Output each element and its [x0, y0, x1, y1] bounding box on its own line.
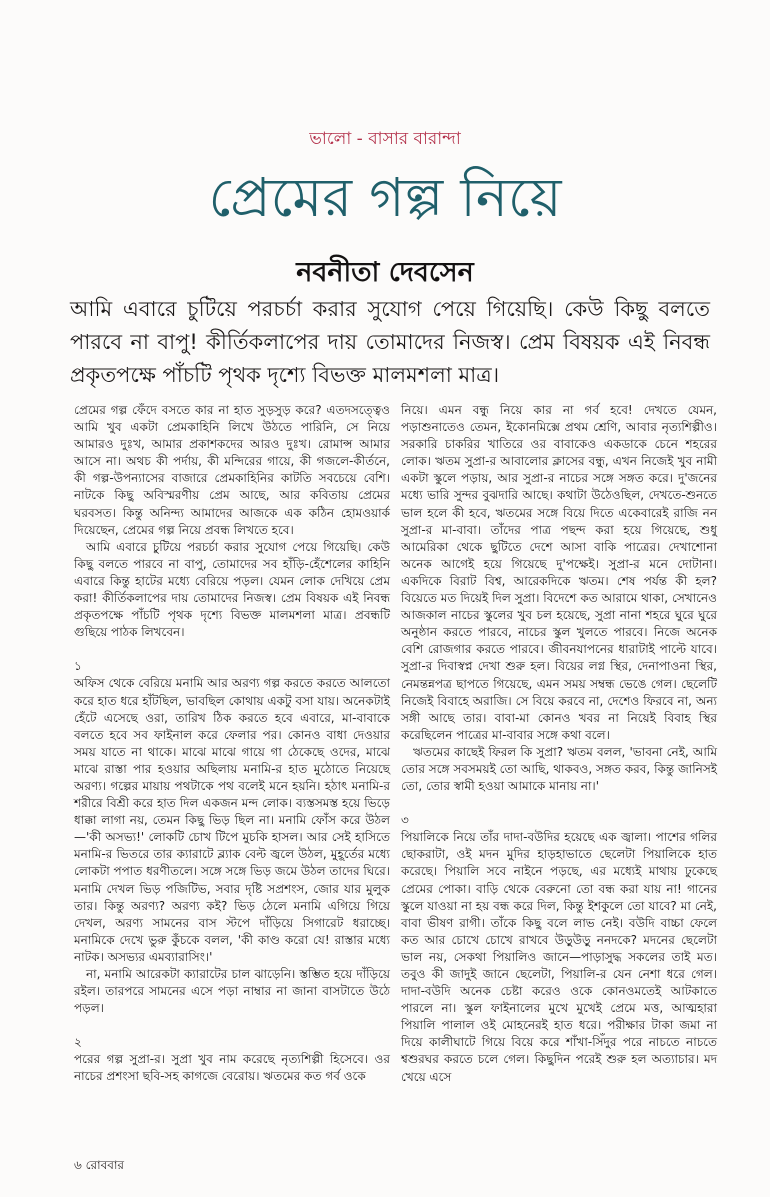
left-column	[74, 402, 390, 1086]
section-1-number: ১	[74, 659, 82, 674]
section-3-paragraph-1: পিয়ালিকে নিয়ে তাঁর দাদা-বউদির হয়েছে এক জ্বালা। পাশের গলির ছোকরাটা, ওই মদন মুদির হাড়হাভাতে ছেলেটা পিয়ালিকে হাত করেছে। পিয়ালি সবে নাইনে পড়ছে, এর মধ্যেই মাথায় ঢুকেছে প্রেমের পোকা। বাড়ি থেকে বেরুনো তো বন্ধ করা যায় না! গানের স্কুলে যাওয়া না হয় বন্ধ করে দিল, কিন্তু ইশকুলে তো যাবে? মা নেই, বাবা ভীষণ রাগী। তাঁকে কিছু বলে লাভ নেই। বউদি বাচ্চা ফেলে কত আর চোখে চোখে রাখবে উড়ুউড়ু ননদকে? মদনের ছেলেটা ভাল নয়, সেকথা পিয়ালিও জানে—পাড়াসুদ্ধ সকলের তাই মত। তবুও কী জাদুই জানে ছেলেটা, পিয়ালি-র যেন নেশা ধরে গেল। দাদা-বউদি অনেক চেষ্টা করেও ওকে কোনওমতেই আটকাতে পারলে না। স্কুল ফাইনালের মুখে মুখেই প্রেমে মত্ত, আত্মহারা পিয়ালি পালাল ওই মোহনেরই হাত ধরে। পরীক্ষার টাকা জমা না দিয়ে কালীঘাটে গিয়ে বিয়ে করে শাঁখা-সিঁদুর পরে নাচতে নাচতে শ্বশুরঘর করতে চলে গেল। কিছুদিন পরেই শুরু হল অত্যাচার। মদ খেয়ে এসে	[401, 830, 717, 1084]
section-2-paragraph-2: ঋতমের কাছেই ফিরল কি সুপ্রা? ঋতম বলল, 'ভাবনা নেই, আমি তোর সঙ্গে সবসময়ই তো আছি, থাকবও, সঙ্গত করব, কিন্তু জানিসই তো, তোর স্বামী হওয়া আমাকে মানায় না।'	[401, 744, 717, 794]
magazine-name: রোববার	[85, 1158, 125, 1172]
section-kicker: ভালো - বাসার বারান্দা	[309, 129, 461, 149]
intro-paragraph-2: আমি এবারে চুটিয়ে পরচর্চা করার সুযোগ পেয়ে গিয়েছি। কেউ কিছু বলতে পারবে না বাপু, তোমাদের সব হাঁড়ি-হেঁশেলের কাহিনি এবারে কিন্তু হাটের মধ্যে বেরিয়ে পড়ল। যেমন লোক দেখিয়ে প্রেম করা! কীর্তিকলাপের দায় তোমাদের নিজস্ব। প্রেম বিষয়ক এই নিবন্ধ প্রকৃতপক্ষে পাঁচটি পৃথক দৃশ্যে বিভক্ত মালমশলা মাত্র। প্রবন্ধটি গুছিয়ে পাঠক লিখবেন।	[74, 539, 390, 640]
section-3-number: ৩	[401, 813, 409, 828]
page-footer	[74, 1157, 124, 1177]
section-2-number: ২	[74, 1035, 82, 1050]
section-2-paragraph-1: পরের গল্প সুপ্রা-র। সুপ্রা খুব নাম করেছে নৃত্যশিল্পী হিসেবে। ওর নাচের প্রশংসা ছবি-সহ কাগজে বেরোয়। ঋতমের কত গর্ব ওকে	[74, 1052, 390, 1084]
section-2-paragraph-continued: নিয়ে। এমন বন্ধু নিয়ে কার না গর্ব হবে! দেখতে যেমন, পড়াশুনাতেও তেমন, ইকোনমিক্সে প্রথম শ্রেণি, আবার নৃত্যশিল্পীও। সরকারি চাকরির খাতিরে ওর বাবাকেও একডাকে চেনে শহরের লোক। ঋতম সুপ্রা-র আবালোর ক্লাসের বন্ধু, এখন নিজেই খুব নামী একটা স্কুলে পড়ায়, আর সুপ্রা-র নাচের সঙ্গে সঙ্গত করে। দু'জনের মধ্যে ভারি সুন্দর বুঝদারি আছে। কথাটা উঠেওছিল, দেখতে-শুনতে ভাল হলে কী হবে, ঋতমের সঙ্গে বিয়ে দিতে একেবারেই রাজি নন সুপ্রা-র মা-বাবা। তাঁদের পাত্র পছন্দ করা হয়ে গিয়েছে, শুধু আমেরিকা থেকে ছুটিতে দেশে আসা বাকি পাত্রের। দেখাশোনা অনেক আগেই হয়ে গিয়েছে দু'পক্ষেই। সুপ্রা-র মনে দোটানা। একদিকে বিরাট বিশ্ব, আরেকদিকে ঋতম। শেষ পর্যন্ত কী হল? বিয়েতে মত দিয়েই দিল সুপ্রা। বিদেশে কত আরামে থাকা, সেখানেও আজকাল নাচের স্কুলের খুব চল হয়েছে, সুপ্রা নানা শহরে ঘুরে ঘুরে অনুষ্ঠান করতে পারবে, নাচের স্কুল খুলতে পারবে। নিজে অনেক বেশি রোজগার করতে পারবে। জীবনযাপনের ধারাটাই পাল্টে যাবে। সুপ্রা-র দিবাস্বপ্ন দেখা শুরু হল। বিয়ের লগ্ন স্থির, দেনাপাওনা স্থির, নেমন্তন্নপত্র ছাপতে গিয়েছে, এমন সময় সম্বন্ধ ভেঙে গেল। ছেলেটি নিজেই বিবাহে অরাজি। সে বিয়ে করবে না, দেশেও ফিরবে না, অন্য সঙ্গী আছে তার। বাবা-মা কোনও খবর না নিয়েই বিবাহ স্থির করেছিলেন পাত্রের মা-বাবার সঙ্গে কথা বলে।	[401, 403, 717, 742]
page-number: ৬	[74, 1158, 82, 1172]
section-1-paragraph-2: না, মনামি আরেকটা ক্যারাটের চাল ঝাড়েনি। স্তম্ভিত হয়ে দাঁড়িয়ে রইল। তারপরে সামনের এসে পড়া নাম্বার না জানা বাসটাতে উঠে পড়ল।	[74, 967, 390, 1016]
section-1-paragraph-1: অফিস থেকে বেরিয়ে মনামি আর অরণ্য গল্প করতে করতে আলতো করে হাত ধরে হাঁটছিল, ভাবছিল কোথায় একটু বসা যায়। অনেকটাই হেঁটে এসেছে ওরা, তারিখ ঠিক করতে হবে এবারে, মা-বাবাকে বলতে হবে সব ফাইনাল করে ফেলার পর। কোনও বাধা দেওয়ার সময় যাতে না থাকে। মাঝে মাঝে গায়ে গা ঠেকেছে ওদের, মাঝে মাঝে রাস্তা পার হওয়ার অছিলায় মনামি-র হাত মুঠোতে নিয়েছে অরণ্য। গল্পের মায়ায় পথটাকে পথ বলেই মনে হয়নি। হঠাৎ মনামি-র শরীরে বিশ্রী করে হাত দিল একজন মন্দ লোক। ব্যস্তসমস্ত হয়ে ভিড়ে ধাক্কা লাগা নয়, তেমন কিছু ভিড় ছিল না। মনামি ফোঁস করে উঠল—'কী অসভ্য!' লোকটি চোখ টিপে মুচকি হাসল। আর সেই হাসিতে মনামি-র ভিতরে তার ক্যারাটে ব্ল্যাক বেল্ট জ্বলে উঠল, মুহূর্তের মধ্যে লোকটা পপাত ধরণীতলে। সঙ্গে সঙ্গে ভিড় জমে উঠল তাদের ঘিরে। মনামি দেখল ভিড় পজিটিভ, সবার দৃষ্টি সপ্রশংস, জোর যার মুলুক তার। কিন্তু অরণ্য? অরণ্য কই? ভিড় ঠেলে মনামি এগিয়ে গিয়ে দেখল, অরণ্য সামনের বাস স্টপে দাঁড়িয়ে সিগারেট ধরাচ্ছে। মনামিকে দেখে ভুরু কুঁচকে বলল, 'কী কাণ্ড করো যে! রাস্তার মধ্যে নাটক। অসভ্যর এমব্যারাসিং।'	[74, 676, 390, 964]
article-title: প্রেমের গল্প নিয়ে	[208, 166, 562, 229]
intro-paragraph-1: প্রেমের গল্প ফেঁদে বসতে কার না হাত সুড়সুড় করে? এতদসত্ত্বেও আমি খুব একটা প্রেমকাহিনি লিখে উঠতে পারিনি, সে নিয়ে আমারও দুঃখ, আমার প্রকাশকদের আরও দুঃখ। রোমান্স আমার আসে না। অথচ কী পর্দায়, কী মন্দিরের গায়ে, কী গজলে-কীর্তনে, কী গল্প-উপন্যাসের বাজারে প্রেমকাহিনির কাটতি সবচেয়ে বেশি। নাটকে কিছু অবিস্মরণীয় প্রেম আছে, আর কবিতায় প্রেমের ঘরবসত। কিন্তু অনিন্দ্য আমাদের আজকে এক কঠিন হোমওয়ার্ক দিয়েছেন, প্রেমের গল্প নিয়ে প্রবন্ধ লিখতে হবে।	[74, 403, 390, 537]
right-column	[401, 402, 717, 1086]
article-author: নবনীতা দেবসেন	[296, 257, 474, 288]
lead-paragraph: আমি এবারে চুটিয়ে পরচর্চা করার সুযোগ পেয়ে গিয়েছি। কেউ কিছু বলতে পারবে না বাপু! কীর্তিকলাপের দায় তোমাদের নিজস্ব। প্রেম বিষয়ক এই নিবন্ধ প্রকৃতপক্ষে পাঁচটি পৃথক দৃশ্যে বিভক্ত মালমশলা মাত্র।	[70, 297, 710, 387]
